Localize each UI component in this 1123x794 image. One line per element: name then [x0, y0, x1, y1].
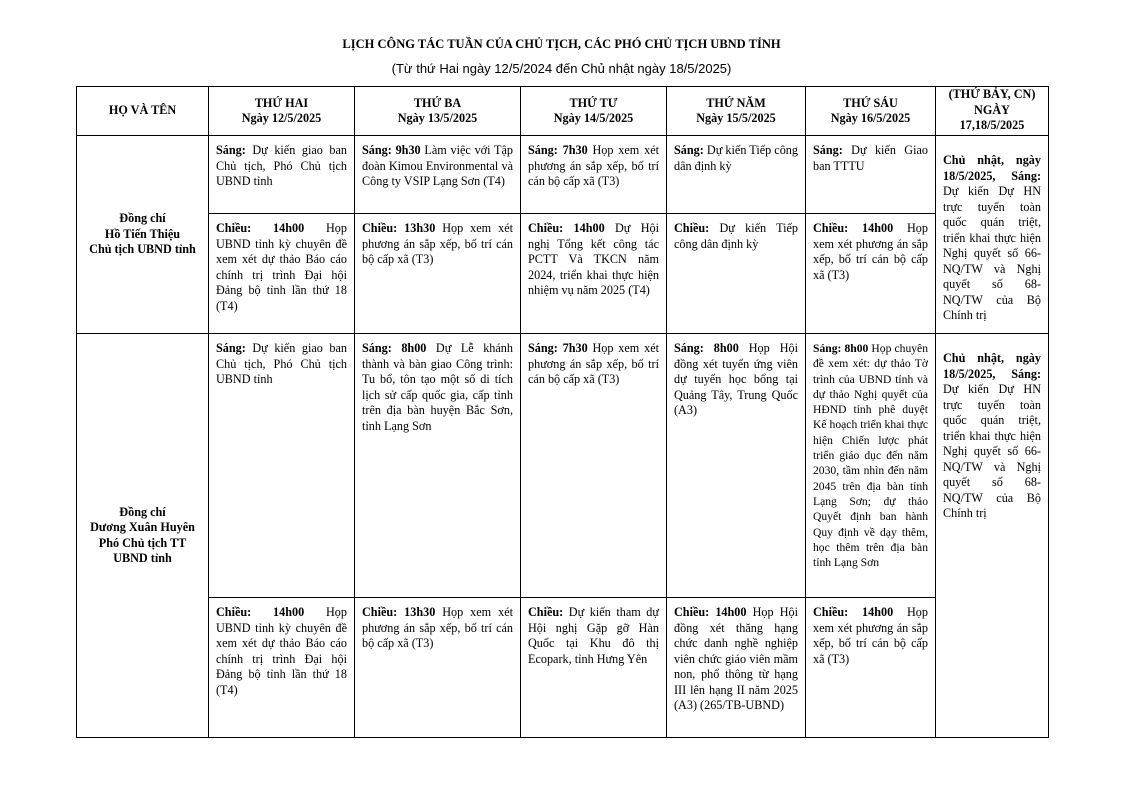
- p1-tue-pm: Chiều: 13h30 Họp xem xét phương án sắp xếp, bố trí cán bộ cấp xã (T3): [355, 214, 521, 334]
- header-weekend: (THỨ BẢY, CN) NGÀY 17,18/5/2025: [936, 87, 1049, 136]
- p1-title: Đồng chí: [119, 211, 166, 226]
- header-row: [77, 87, 1049, 136]
- p1-name: Hồ Tiến Thiệu: [104, 226, 181, 241]
- header-tuesday: THỨ BA Ngày 13/5/2025: [355, 87, 521, 136]
- p2-name: Dương Xuân Huyên: [90, 520, 195, 534]
- p1-wed-pm: Chiều: 14h00 Dự Hội nghị Tổng kết công tác PCTT Và TKCN năm 2024, triển khai thực hiện nhiệm vụ năm 2025 (T4): [521, 214, 667, 334]
- p1-morning-row: [77, 136, 1049, 214]
- p2-mon-am: Sáng: Dự kiến giao ban Chủ tịch, Phó Chủ tịch UBND tỉnh: [209, 334, 355, 598]
- p2-role: Phó Chủ tịch TT: [98, 535, 187, 550]
- header-friday: THỨ SÁU Ngày 16/5/2025: [806, 87, 936, 136]
- header-wednesday: THỨ TƯ Ngày 14/5/2025: [521, 87, 667, 136]
- p1-thu-pm: Chiều: Dự kiến Tiếp công dân định kỳ: [667, 214, 806, 334]
- p1-afternoon-row: [77, 214, 1049, 334]
- p2-tue-am: Sáng: 8h00 Dự Lễ khánh thành và bàn giao Công trình: Tu bổ, tôn tạo một số di tích lịch sử cấp quốc gia, cấp tỉnh trên địa bàn huyện Bắc Sơn, tỉnh Lạng Sơn: [355, 334, 521, 598]
- schedule-table: [76, 86, 1049, 738]
- p1-tue-am: Sáng: 9h30 Làm việc với Tập đoàn Kimou Environmental và Công ty VSIP Lạng Sơn (T4): [355, 136, 521, 214]
- p1-weekend: Chủ nhật, ngày 18/5/2025, Sáng: Dự kiến Dự HN trực tuyến toàn quốc quán triệt, triển khai thực hiện Nghị quyết số 66-NQ/TW và Nghị quyết số 68-NQ/TW của Bộ Chính trị: [936, 136, 1049, 334]
- p1-name-cell: [77, 136, 209, 334]
- header-name: HỌ VÀ TÊN: [77, 87, 209, 136]
- p1-mon-am: Sáng: Dự kiến giao ban Chủ tịch, Phó Chủ tịch UBND tỉnh: [209, 136, 355, 214]
- page-title: LỊCH CÔNG TÁC TUẦN CỦA CHỦ TỊCH, CÁC PHÓ CHỦ TỊCH UBND TỈNH: [342, 37, 781, 51]
- p1-thu-am: Sáng: Dự kiến Tiếp công dân định kỳ: [667, 136, 806, 214]
- header-thursday: THỨ NĂM Ngày 15/5/2025: [667, 87, 806, 136]
- p2-weekend: Chủ nhật, ngày 18/5/2025, Sáng: Dự kiến Dự HN trực tuyến toàn quốc quán triệt, triển khai thực hiện Nghị quyết số 66-NQ/TW và Nghị quyết số 68-NQ/TW của Bộ Chính trị: [936, 334, 1049, 738]
- p2-wed-pm: Chiều: Dự kiến tham dự Hội nghị Gặp gỡ Hàn Quốc tại Khu đô thị Ecopark, tỉnh Hưng Yên: [521, 598, 667, 738]
- p2-role-unit: UBND tỉnh: [113, 551, 172, 565]
- p2-tue-pm: Chiều: 13h30 Họp xem xét phương án sắp xếp, bố trí cán bộ cấp xã (T3): [355, 598, 521, 738]
- p2-thu-pm: Chiều: 14h00 Họp Hội đồng xét thăng hạng chức danh nghề nghiệp viên chức giáo viên mầm non, phổ thông từ hạng III lên hạng II năm 2025 (A3) (265/TB-UBND): [667, 598, 806, 738]
- p2-title: Đồng chí: [119, 504, 166, 519]
- p1-role: Chủ tịch UBND tỉnh: [89, 242, 196, 257]
- header-monday: THỨ HAI Ngày 12/5/2025: [209, 87, 355, 136]
- p2-afternoon-row: [77, 598, 1049, 738]
- p2-morning-row: [77, 334, 1049, 598]
- p2-fri-pm: Chiều: 14h00 Họp xem xét phương án sắp xếp, bố trí cán bộ cấp xã (T3): [806, 598, 936, 738]
- page-subtitle: (Từ thứ Hai ngày 12/5/2024 đến Chủ nhật ngày 18/5/2025): [391, 61, 732, 76]
- p1-wed-am: Sáng: 7h30 Họp xem xét phương án sắp xếp, bố trí cán bộ cấp xã (T3): [521, 136, 667, 214]
- p1-fri-pm: Chiều: 14h00 Họp xem xét phương án sắp xếp, bố trí cán bộ cấp xã (T3): [806, 214, 936, 334]
- p1-mon-pm: Chiều: 14h00 Họp UBND tỉnh kỳ chuyên đề xem xét dự thảo Báo cáo chính trị trình Đại hội Đảng bộ tỉnh lần thứ 18 (T4): [209, 214, 355, 334]
- p2-wed-am: Sáng: 7h30 Họp xem xét phương án sắp xếp, bố trí cán bộ cấp xã (T3): [521, 334, 667, 598]
- p2-thu-am: Sáng: 8h00 Họp Hội đồng xét tuyển ứng viên dự tuyển học bổng tại Quảng Tây, Trung Quốc (A3): [667, 334, 806, 598]
- p2-fri-am: Sáng: 8h00 Họp chuyên đề xem xét: dự thảo Tờ trình của UBND tỉnh và dự thảo Nghị quyết của HĐND tỉnh phê duyệt Kế hoạch triển khai thực hiện Chiến lược phát triển giáo dục đến năm 2030, tầm nhìn đến năm 2045 trên địa bàn tỉnh Lạng Sơn; dự thảo Quyết định ban hành Quy định về dạy thêm, học thêm trên địa bàn tỉnh Lạng Sơn: [806, 334, 936, 598]
- p2-name-cell: [77, 334, 209, 738]
- p1-fri-am: Sáng: Dự kiến Giao ban TTTU: [806, 136, 936, 214]
- p2-mon-pm: Chiều: 14h00 Họp UBND tỉnh kỳ chuyên đề xem xét dự thảo Báo cáo chính trị trình Đại hội Đảng bộ tỉnh lần thứ 18 (T4): [209, 598, 355, 738]
